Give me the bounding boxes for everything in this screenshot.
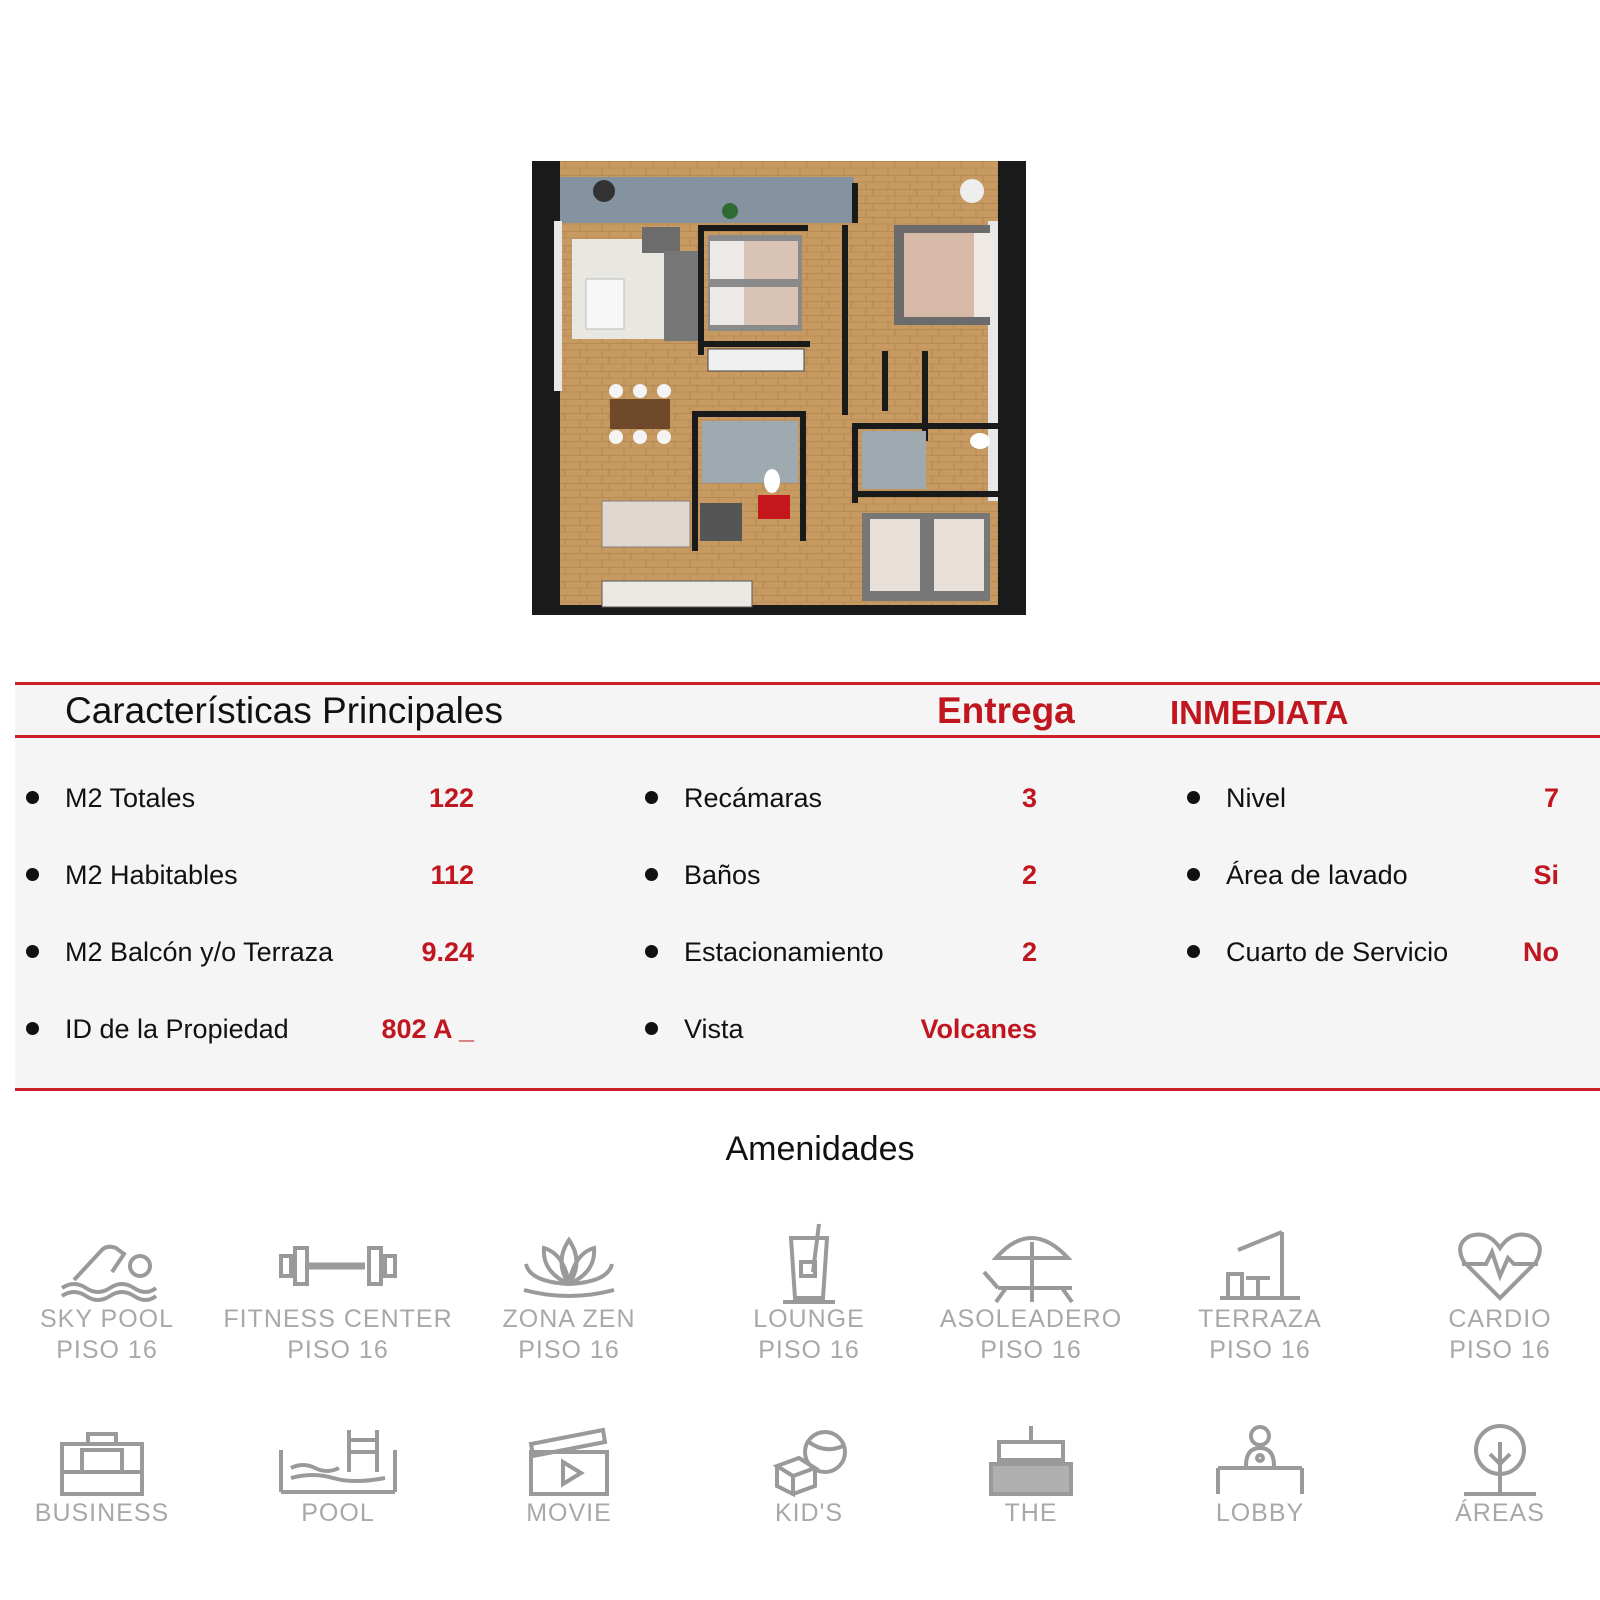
amenity-pool	[223, 1424, 453, 1529]
delivery-value: INMEDIATA	[1170, 694, 1349, 731]
top-divider	[15, 682, 1600, 685]
amenity-name: THE	[1004, 1499, 1058, 1527]
features-title: Características Principales	[65, 690, 503, 731]
amenity-the	[916, 1424, 1146, 1529]
swimmer-icon	[52, 1222, 162, 1304]
bullet-icon	[1187, 945, 1200, 958]
amenity-sky-pool	[0, 1222, 222, 1366]
feature-value: 9.24	[421, 937, 474, 967]
lotus-icon	[514, 1222, 624, 1304]
amenity-floor: PISO 16	[1209, 1336, 1311, 1364]
feature-value: 7	[1543, 783, 1559, 813]
bullet-icon	[645, 791, 658, 804]
sunbed-umbrella-icon	[976, 1222, 1086, 1304]
feature-label: Vista	[684, 1014, 744, 1044]
header-divider	[15, 735, 1600, 738]
amenity-cardio	[1385, 1222, 1600, 1366]
blocks-ball-icon	[759, 1424, 859, 1498]
briefcase-laptop-icon	[52, 1424, 152, 1498]
feature-area-lavado	[1187, 855, 1559, 895]
dumbbell-icon	[273, 1222, 403, 1304]
feature-m2-totales	[26, 778, 474, 818]
clapperboard-icon	[519, 1424, 619, 1498]
amenity-name: SKY POOL	[40, 1305, 174, 1333]
feature-recamaras	[645, 778, 1037, 818]
amenity-floor: PISO 16	[287, 1336, 389, 1364]
bullet-icon	[645, 1022, 658, 1035]
feature-label: Recámaras	[684, 783, 823, 813]
terrace-icon	[1210, 1222, 1310, 1304]
amenity-name: LOUNGE	[753, 1305, 865, 1333]
bullet-icon	[1187, 868, 1200, 881]
amenity-terraza	[1145, 1222, 1375, 1366]
feature-label: M2 Totales	[65, 783, 196, 813]
bullet-icon	[26, 945, 39, 958]
heart-pulse-icon	[1450, 1222, 1550, 1304]
amenity-name: LOBBY	[1215, 1499, 1305, 1527]
amenity-name: ASOLEADERO	[939, 1305, 1123, 1333]
bullet-icon	[26, 1022, 39, 1035]
amenity-floor: PISO 16	[56, 1336, 158, 1364]
bottom-divider	[15, 1088, 1600, 1091]
feature-value: 2	[1021, 937, 1037, 967]
feature-value: No	[1523, 937, 1559, 967]
amenity-areas	[1385, 1424, 1600, 1529]
amenity-movie	[454, 1424, 684, 1529]
feature-label: ID de la Propiedad	[65, 1014, 289, 1044]
feature-m2-balcon	[26, 932, 474, 972]
amenity-floor: PISO 16	[758, 1336, 860, 1364]
floor-plan-image	[532, 161, 1026, 615]
cake-icon	[981, 1424, 1081, 1498]
feature-nivel	[1187, 778, 1559, 818]
amenity-name: BUSINESS	[34, 1499, 170, 1527]
feature-label: Nivel	[1226, 783, 1287, 813]
amenity-lobby	[1145, 1424, 1375, 1529]
bullet-icon	[645, 868, 658, 881]
feature-value: 3	[1021, 783, 1037, 813]
feature-value: Si	[1533, 860, 1559, 890]
amenity-name: CARDIO	[1448, 1305, 1552, 1333]
feature-value: 2	[1021, 860, 1037, 890]
amenity-name: ÁREAS	[1455, 1499, 1545, 1527]
amenity-name: MOVIE	[526, 1499, 612, 1527]
tree-icon	[1450, 1424, 1550, 1498]
feature-label: Estacionamiento	[684, 937, 884, 967]
amenity-name: KID'S	[774, 1499, 844, 1527]
feature-label: M2 Habitables	[65, 860, 238, 890]
amenities-title: Amenidades	[725, 1130, 915, 1168]
feature-label: M2 Balcón y/o Terraza	[65, 937, 334, 967]
amenity-zona-zen	[454, 1222, 684, 1366]
bullet-icon	[26, 868, 39, 881]
amenity-name: FITNESS CENTER	[223, 1305, 453, 1333]
amenity-lounge	[694, 1222, 924, 1366]
amenity-fitness-center	[223, 1222, 453, 1366]
amenity-floor: PISO 16	[1449, 1336, 1551, 1364]
amenity-name: TERRAZA	[1198, 1305, 1322, 1333]
feature-value: 122	[428, 783, 474, 813]
amenity-business	[0, 1424, 217, 1529]
feature-m2-habitables	[26, 855, 474, 895]
amenity-floor: PISO 16	[518, 1336, 620, 1364]
bullet-icon	[645, 945, 658, 958]
delivery-label: Entrega	[937, 690, 1075, 731]
amenity-asoleadero	[916, 1222, 1146, 1366]
amenity-kids	[694, 1424, 924, 1529]
pool-ladder-icon	[273, 1424, 403, 1498]
bullet-icon	[1187, 791, 1200, 804]
feature-label: Área de lavado	[1226, 860, 1408, 890]
feature-value: 802 A _	[381, 1014, 474, 1044]
feature-banos	[645, 855, 1037, 895]
feature-label: Baños	[684, 860, 761, 890]
reception-desk-icon	[1210, 1424, 1310, 1498]
feature-vista	[645, 1009, 1037, 1049]
feature-label: Cuarto de Servicio	[1226, 937, 1449, 967]
amenity-name: ZONA ZEN	[502, 1305, 636, 1333]
feature-value: Volcanes	[920, 1014, 1037, 1044]
feature-id-propiedad	[26, 1009, 474, 1049]
drink-icon	[769, 1222, 849, 1304]
feature-cuarto-servicio	[1187, 932, 1559, 972]
amenity-name: POOL	[301, 1499, 375, 1527]
bullet-icon	[26, 791, 39, 804]
amenity-floor: PISO 16	[980, 1336, 1082, 1364]
feature-estacionamiento	[645, 932, 1037, 972]
feature-value: 112	[430, 860, 474, 890]
